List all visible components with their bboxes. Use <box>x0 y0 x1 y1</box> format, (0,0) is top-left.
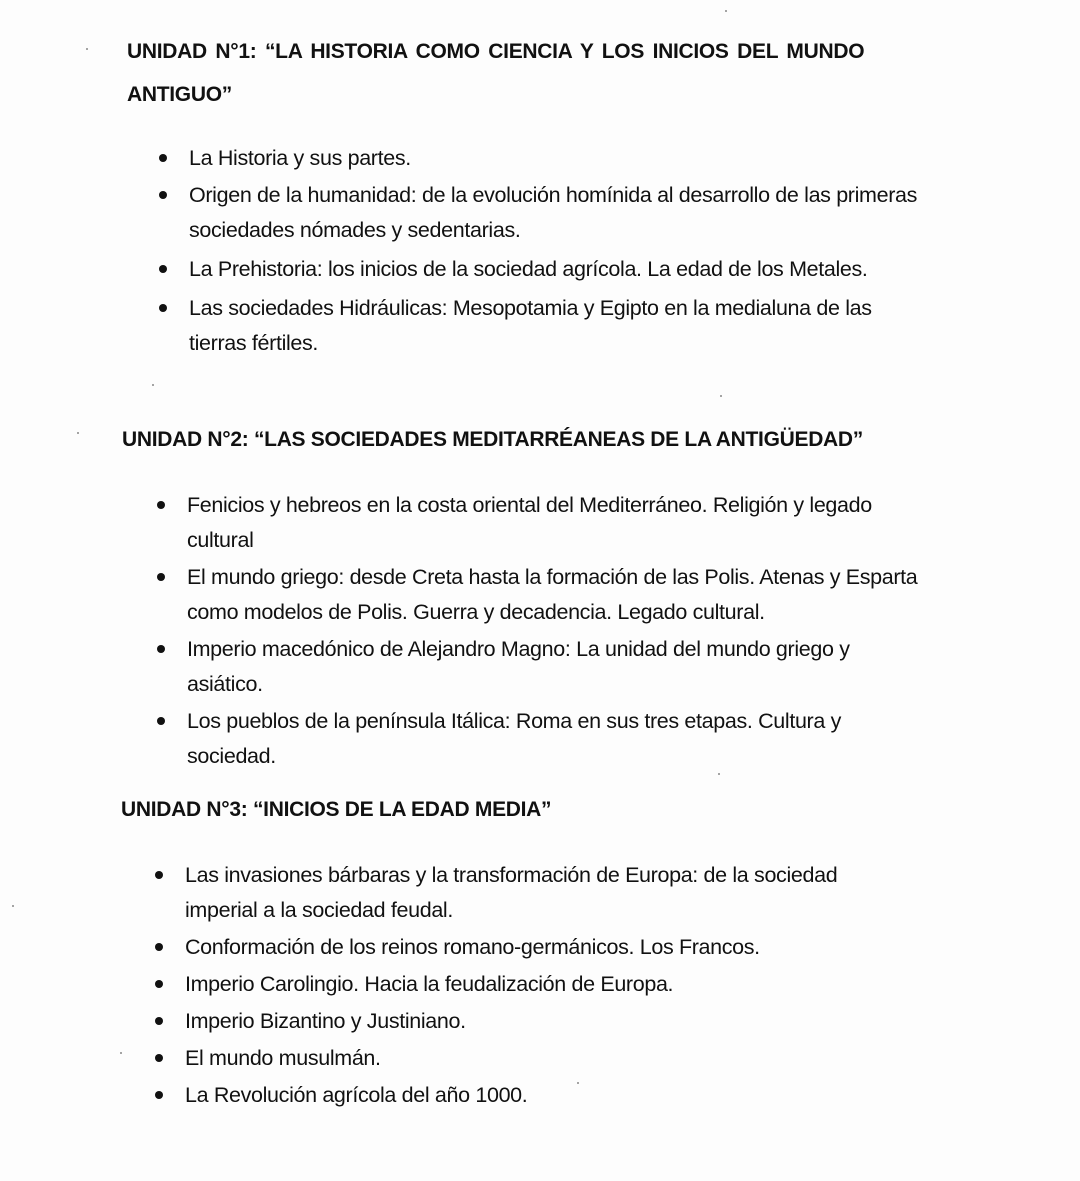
list-item-text: Conformación de los reinos romano-germánicos. Los Francos. <box>185 935 760 959</box>
scan-speck <box>725 10 727 12</box>
list-item <box>157 704 927 774</box>
bullet-icon <box>159 191 167 199</box>
scan-speck <box>577 1082 579 1084</box>
list-item-text: El mundo musulmán. <box>185 1046 381 1070</box>
list-item <box>159 178 919 248</box>
unit-1-heading-line-1: UNIDAD N°1: “LA HISTORIA COMO CIENCIA Y LOS INICIOS DEL MUNDO <box>127 40 865 63</box>
list-item-text: Las invasiones bárbaras y la transformación de Europa: de la sociedad imperial a la sociedad feudal. <box>185 863 838 922</box>
list-item-text: La Prehistoria: los inicios de la sociedad agrícola. La edad de los Metales. <box>189 257 868 281</box>
list-item <box>157 632 927 702</box>
list-item <box>155 930 915 965</box>
list-item <box>157 560 927 630</box>
list-item <box>159 252 879 287</box>
bullet-icon <box>155 1054 163 1062</box>
unit-1-topic-list <box>159 141 919 361</box>
list-item <box>155 1041 915 1076</box>
bullet-icon <box>155 943 163 951</box>
scan-speck <box>120 1052 122 1054</box>
list-item <box>155 1078 915 1113</box>
list-item-text: Las sociedades Hidráulicas: Mesopotamia y Egipto en la medialuna de las tierras fértiles. <box>189 296 872 355</box>
list-item-text: Imperio Bizantino y Justiniano. <box>185 1009 466 1033</box>
unit-2-topic-list <box>157 488 927 774</box>
unit-3-topic-list <box>155 858 915 1113</box>
bullet-icon <box>159 265 167 273</box>
unit-2-heading-line-1: UNIDAD N°2: “LAS SOCIEDADES MEDITARRÉANEAS DE LA ANTIGÜEDAD” <box>122 428 863 451</box>
unit-3-heading-line-1: UNIDAD N°3: “INICIOS DE LA EDAD MEDIA” <box>121 798 552 821</box>
list-item <box>155 967 915 1002</box>
list-item-text: Los pueblos de la península Itálica: Roma en sus tres etapas. Cultura y sociedad. <box>187 709 841 768</box>
scan-speck <box>718 773 720 775</box>
list-item-text: Imperio macedónico de Alejandro Magno: La unidad del mundo griego y asiático. <box>187 637 850 696</box>
bullet-icon <box>157 501 165 509</box>
unit-2-heading <box>122 429 863 450</box>
bullet-icon <box>159 154 167 162</box>
list-item <box>159 141 919 176</box>
list-item <box>155 858 915 928</box>
unit-3-heading <box>121 799 551 820</box>
bullet-icon <box>155 871 163 879</box>
scan-speck <box>152 384 154 386</box>
list-item-text: La Historia y sus partes. <box>189 146 411 170</box>
bullet-icon <box>157 717 165 725</box>
bullet-icon <box>159 304 167 312</box>
bullet-icon <box>155 1091 163 1099</box>
scan-speck <box>86 48 88 50</box>
list-item <box>155 1004 915 1039</box>
list-item <box>157 488 887 558</box>
scan-speck <box>77 432 79 434</box>
bullet-icon <box>157 645 165 653</box>
list-item-text: Fenicios y hebreos en la costa oriental del Mediterráneo. Religión y legado cultural <box>187 493 872 552</box>
unit-1-heading <box>127 41 927 105</box>
list-item <box>159 291 919 361</box>
unit-1-heading-line-2: ANTIGUO” <box>127 83 232 106</box>
list-item-text: La Revolución agrícola del año 1000. <box>185 1083 528 1107</box>
bullet-icon <box>157 573 165 581</box>
bullet-icon <box>155 1017 163 1025</box>
list-item-text: Imperio Carolingio. Hacia la feudalización de Europa. <box>185 972 674 996</box>
bullet-icon <box>155 980 163 988</box>
list-item-text: El mundo griego: desde Creta hasta la formación de las Polis. Atenas y Esparta como modelos de Polis. Guerra y decadencia. Legado cultural. <box>187 565 918 624</box>
scan-speck <box>12 905 14 907</box>
scan-speck <box>720 395 722 397</box>
list-item-text: Origen de la humanidad: de la evolución homínida al desarrollo de las primeras sociedades nómades y sedentarias. <box>189 183 918 242</box>
